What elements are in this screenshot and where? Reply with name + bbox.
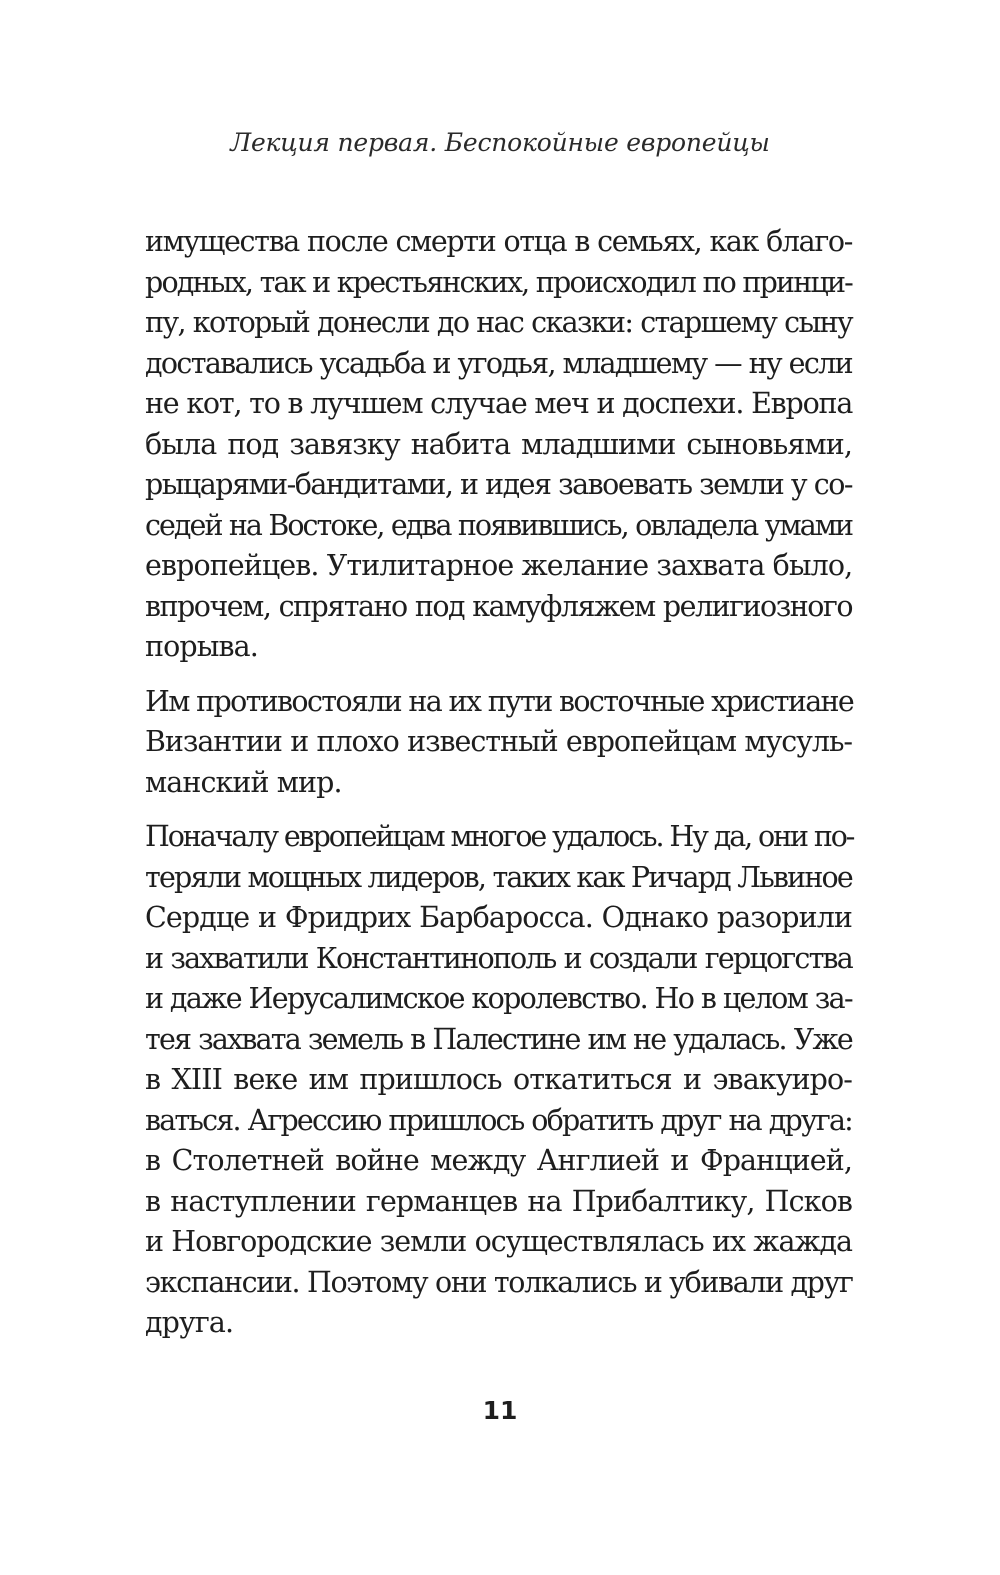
text-line: седей на Востоке, едва появившись, овладела умами: [145, 508, 852, 542]
text-line: в XIII веке им пришлось откатиться и эвакуиро-: [145, 1063, 852, 1096]
text-line: не кот, то в лучшем случае меч и доспехи. Европа: [145, 387, 853, 420]
text-line: теряли мощных лидеров, таких как Ричард Львиное: [145, 860, 852, 894]
text-line: родных, так и крестьянских, происходил по принци-: [145, 265, 852, 299]
text-line: европейцев. Утилитарное желание захвата было,: [145, 549, 853, 582]
text-line: в наступлении германцев на Прибалтику, Псков: [145, 1184, 852, 1218]
text-line: в Столетней войне между Англией и Францией,: [145, 1144, 852, 1177]
text-line: порыва.: [145, 630, 258, 663]
text-line: Византии и плохо известный европейцам мусуль-: [145, 725, 852, 758]
paragraph-2: [145, 682, 852, 804]
paragraph-spacer: [145, 803, 852, 817]
text-line: тея захвата земель в Палестине им не удалась. Уже: [145, 1022, 852, 1056]
page-number: 11: [482, 1396, 518, 1425]
text-line: манский мир.: [145, 765, 342, 799]
body-text: [145, 222, 852, 1344]
paragraph-spacer: [145, 668, 852, 682]
text-line: Поначалу европейцам многое удалось. Ну да, они по-: [145, 820, 854, 853]
text-line: рыцарями-бандитами, и идея завоевать земли у со-: [145, 468, 852, 501]
text-line: имущества после смерти отца в семьях, как благо-: [145, 225, 852, 258]
text-line: доставались усадьба и угодья, младшему — ну если: [145, 346, 852, 380]
running-head: Лекция первая. Беспокойные европейцы: [230, 128, 770, 157]
text-line: экспансии. Поэтому они толкались и убивали друг: [145, 1265, 853, 1299]
text-line: друга.: [145, 1306, 234, 1339]
paragraph-1: [145, 222, 852, 668]
text-line: и Новгородские земли осуществлялась их жажда: [145, 1225, 852, 1258]
text-line: Сердце и Фридрих Барбаросса. Однако разорили: [145, 901, 852, 934]
text-line: и захватили Константинополь и создали герцогства: [145, 941, 852, 975]
text-line: была под завязку набита младшими сыновьями,: [145, 427, 852, 461]
text-line: ваться. Агрессию пришлось обратить друг на друга:: [145, 1103, 852, 1137]
text-line: пу, который донесли до нас сказки: старшему сыну: [145, 306, 852, 339]
paragraph-3: [145, 817, 852, 1344]
text-line: впрочем, спрятано под камуфляжем религиозного: [145, 589, 852, 623]
text-line: и даже Иерусалимское королевство. Но в целом за-: [145, 982, 852, 1015]
text-line: Им противостояли на их пути восточные христиане: [145, 684, 854, 718]
